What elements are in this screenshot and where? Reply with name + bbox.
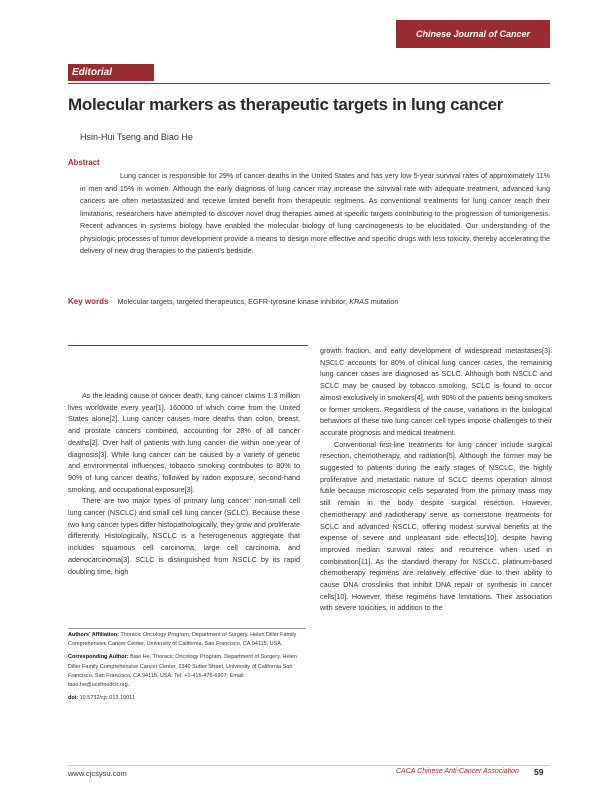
body-paragraph: As the leading cause of cancer death, lung cancer claims 1.3 million lives worldwide every year[1], 160000 of which come from the United States alone[2]. Lung cancer causes more deaths than colon, breast, and prostate cancers combined, accounting for 28% of all cancer deaths[2]. Over half of patients with lung cancer die within one year of diagnosis[3]. While lung cancer can be caused by a variety of genetic and environmental influences, tobacco smoking contributes to 80% to 90% of lung cancer deaths, followed by radon exposure, second-hand smoking, and occupational exposure[3]. [68,391,300,494]
article-title: Molecular markers as therapeutic targets in lung cancer [68,95,504,114]
corresponding-author [68,653,306,690]
footer-divider [68,765,550,766]
body-column-left [68,390,300,577]
body-paragraph: growth fraction, and early development of widespread metastases[3]. NSCLC accounts for 80% of clinical lung cancer cases, the remaining lung cancer cases are diagnosed as SCLC. Although both NSCLC and SCLC may be caused by tobacco smoking, SCLC is found to occur almost exclusively in smokers[4], with 90% of the patients being smokers or former smokers. Regardless of the cause, variations in the biological behaviors of these two lung cancer cell types impose challenges to their accurate prognosis and medical treatment. [320,346,552,437]
abstract-heading: Abstract [68,158,100,167]
journal-banner: Chinese Journal of Cancer [396,20,550,48]
affiliations-footnote [68,628,306,703]
affiliation-text: Thoracic Oncology Program, Department of Surgery, Helen Diller Family Comprehensive Cancer Center, University of California, San Francisco, CA 94115, USA. [68,632,297,648]
doi-label: doi: [68,695,79,702]
body-paragraph: Conventional first-line treatments for lung cancer include surgical resection, chemotherapy, and radiation[5]. Although the former may be suggested to patients during the early stages of NSCLC, the highly proliferative and metastatic nature of SCLC deems operation almost futile because microscopic cells separated from the primary mass may still remain in the body despite surgical resection. However, chemotherapy and radiotherapy serve as cornerstone treatments for SCLC and advanced NSCLC, offering modest survival benefits at the expense of severe and unpleasant side effects[10], despite having improved median survival rates and recurrence when used in combination[11]. As the standard therapy for NSCLC, platinum-based chemotherapy regimens are relatively effective due to their ability to cause DNA crosslinks that inhibit DNA repair or synthesis in cancer cells[10]. However, these regimens have limitations. Their association with severe toxicities, in addition to the [320,439,552,613]
corresponding-text: Biao He, Thoracic Oncology Program, Department of Surgery, Helen Diller Family Comprehensive Cancer Center, 2340 Sutter Street, University of California San Francisco, San Francisco, CA 94115, USA. Tel: +1-415-476-6907; Email: biao.he@ucsfmedctr.org. [68,654,297,689]
doi [68,694,306,703]
corresponding-label: Corresponding Author: [68,654,129,661]
affiliation-label: Authors' Affiliation: [68,632,119,638]
title-divider [68,83,550,84]
body-column-right [320,345,552,614]
keywords-italic: KRAS [349,297,369,306]
author-affiliation [68,631,306,649]
page-number: 59 [534,767,544,777]
keywords-text: Molecular targets, targeted therapeutics, EGFR-tyrosine kinase inhibitor, [117,297,348,306]
keywords-label: Key words [68,297,109,306]
footer-url[interactable]: www.cjcsysu.com [68,769,127,778]
keywords [68,297,550,306]
abstract-divider [68,345,308,346]
body-paragraph: There are two major types of primary lung cancer: non-small cell lung cancer (NSCLC) and small cell lung cancer (SCLC). Because these two lung cancer types differ histopathologically, they grow and proliferate differently. Histologically, NSCLC is a heterogeneous aggregate that includes squamous cell carcinoma, large cell carcinoma, and adenocarcinoma[3]. SCLC is distinguished from NSCLC by its rapid doubling time, high [68,496,300,576]
section-tag: Editorial [68,64,154,81]
footer-journal-name: CACA Chinese Anti-Cancer Association [396,768,519,775]
abstract-text: Lung cancer is responsible for 29% of cancer deaths in the United States and has very low 5-year survival rates of approximately 11% in men and 15% in women. Although the early diagnosis of lung cancer may increase the survival rate with adequate treatment, advanced lung cancers are often metastasized and receive limited benefit from therapeutic regimens. As conventional treatments for lung cancer reach their limitations, researchers have attempted to discover novel drug therapies aimed at specific targets contributing to the progression of tumorigenesis. Recent advances in systems biology have enabled the molecular biology of lung carcinogenesis to be elucidated. Our understanding of the physiologic processes of tumor development provide a means to design more effective and specific drugs with less toxicity, thereby accelerating the delivery of new drug therapies to the patient's bedside. [80,171,550,255]
doi-link[interactable]: 10.5732/cjc.013.10011 [79,695,135,702]
author-list: Hsin-Hui Tseng and Biao He [80,132,193,142]
keywords-tail: mutation [370,297,399,306]
